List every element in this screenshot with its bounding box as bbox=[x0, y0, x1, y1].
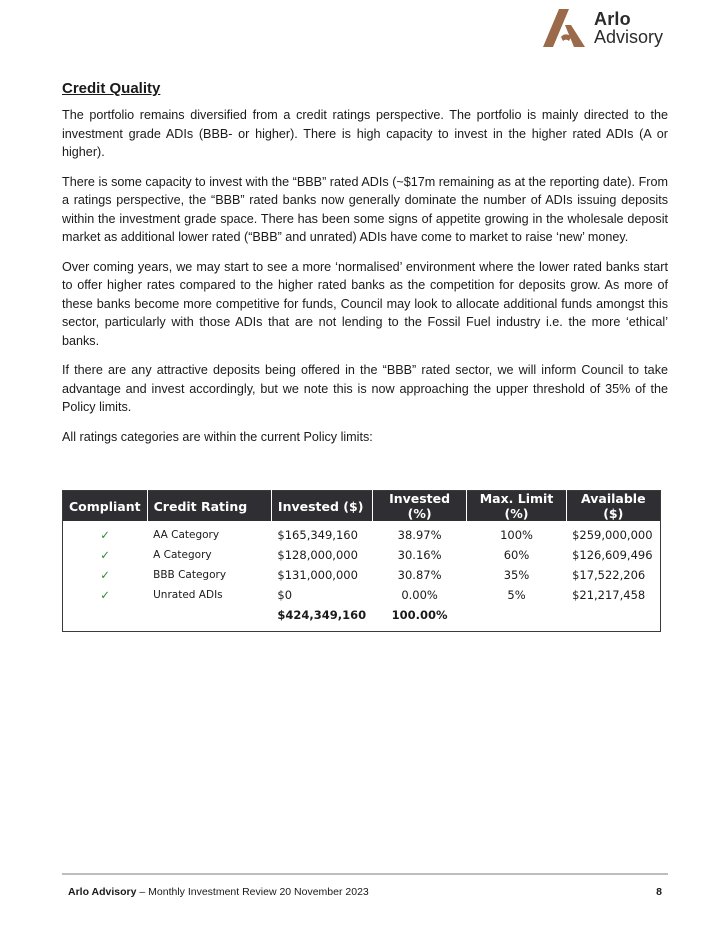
cell-invested: $128,000,000 bbox=[277, 548, 358, 562]
cell-invested: $165,349,160 bbox=[277, 528, 358, 542]
footer-divider bbox=[62, 873, 668, 875]
total-empty-cell bbox=[467, 605, 566, 632]
cell-limit: 60% bbox=[503, 548, 530, 562]
cell-invested-pct: 38.97% bbox=[397, 528, 442, 542]
table-total-row bbox=[63, 605, 661, 632]
footer-text: – Monthly Investment Review 20 November 2023 bbox=[136, 886, 369, 898]
section-title: Credit Quality bbox=[62, 80, 161, 97]
arlo-logo-mark-icon bbox=[541, 7, 587, 49]
cell-limit: 35% bbox=[503, 568, 530, 582]
cell-available: $126,609,496 bbox=[572, 548, 653, 562]
cell-invested-pct: 30.87% bbox=[397, 568, 442, 582]
cell-rating: BBB Category bbox=[153, 569, 227, 581]
table-header-row bbox=[63, 491, 661, 522]
check-icon: ✓ bbox=[100, 588, 110, 602]
total-empty-cell bbox=[63, 605, 148, 632]
total-invested-pct: 100.00% bbox=[391, 608, 448, 622]
total-empty-cell bbox=[147, 605, 271, 632]
logo-text-advisory: Advisory bbox=[594, 27, 664, 47]
header-available: Available ($) bbox=[566, 491, 660, 522]
cell-available: $259,000,000 bbox=[572, 528, 653, 542]
arlo-advisory-logo bbox=[541, 7, 673, 49]
paragraph-1: The portfolio remains diversified from a credit ratings perspective. The portfolio is mainly directed to the investment grade ADIs (BBB- or higher). There is high capacity to invest in the higher rated ADIs (A or higher). bbox=[62, 108, 668, 159]
paragraph-4: If there are any attractive deposits being offered in the “BBB” rated sector, we will inform Council to take advantage and invest accordingly, but we note this is now approaching the upper threshold of 35% of the Policy limits. bbox=[62, 363, 668, 414]
page-number: 8 bbox=[656, 886, 662, 898]
credit-ratings-table bbox=[62, 490, 661, 632]
total-empty-cell bbox=[566, 605, 660, 632]
cell-invested: $131,000,000 bbox=[277, 568, 358, 582]
table-row bbox=[63, 545, 661, 565]
table-row bbox=[63, 521, 661, 545]
total-invested: $424,349,160 bbox=[277, 608, 367, 622]
cell-invested-pct: 0.00% bbox=[401, 588, 438, 602]
table-row bbox=[63, 565, 661, 585]
page-footer bbox=[68, 886, 662, 898]
check-icon: ✓ bbox=[100, 548, 110, 562]
table-row bbox=[63, 585, 661, 605]
cell-rating: AA Category bbox=[153, 529, 220, 541]
check-icon: ✓ bbox=[100, 528, 110, 542]
cell-rating: Unrated ADIs bbox=[153, 589, 223, 601]
cell-available: $17,522,206 bbox=[572, 568, 646, 582]
header-compliant: Compliant bbox=[63, 491, 148, 522]
paragraph-2: There is some capacity to invest with the “BBB” rated ADIs (~$17m remaining as at the reporting date). From a ratings perspective, the “BBB” rated banks now generally dominate the number of ADIs issuing deposits within the investment grade space. There has been some signs of appetite growing in the wholesale deposit market as additional lower rated (“BBB” and unrated) ADIs have come to market to raise ‘new’ money. bbox=[62, 174, 668, 244]
paragraph-3: Over coming years, we may start to see a more ‘normalised’ environment where the lower rated banks start to offer higher rates compared to the higher rated banks as the competition for deposits grow. As more of these banks become more competitive for funds, Council may look to allocate additional funds amongst this sector, particularly with those ADIs that are not lending to the Fossil Fuel industry i.e. the more ‘ethical’ banks. bbox=[62, 259, 668, 348]
credit-quality-section bbox=[62, 80, 668, 457]
cell-rating: A Category bbox=[153, 549, 212, 561]
header-max-limit: Max. Limit (%) bbox=[467, 491, 566, 522]
cell-invested-pct: 30.16% bbox=[397, 548, 442, 562]
logo-text-arlo: Arlo bbox=[594, 9, 631, 29]
cell-available: $21,217,458 bbox=[572, 588, 646, 602]
cell-limit: 100% bbox=[500, 528, 533, 542]
cell-limit: 5% bbox=[507, 588, 526, 602]
header-credit-rating: Credit Rating bbox=[147, 491, 271, 522]
check-icon: ✓ bbox=[100, 568, 110, 582]
header-invested-amount: Invested ($) bbox=[271, 491, 372, 522]
paragraph-5: All ratings categories are within the current Policy limits: bbox=[62, 429, 373, 444]
footer-brand: Arlo Advisory bbox=[68, 886, 137, 898]
cell-invested: $0 bbox=[277, 588, 293, 602]
header-invested-percent: Invested (%) bbox=[372, 491, 467, 522]
